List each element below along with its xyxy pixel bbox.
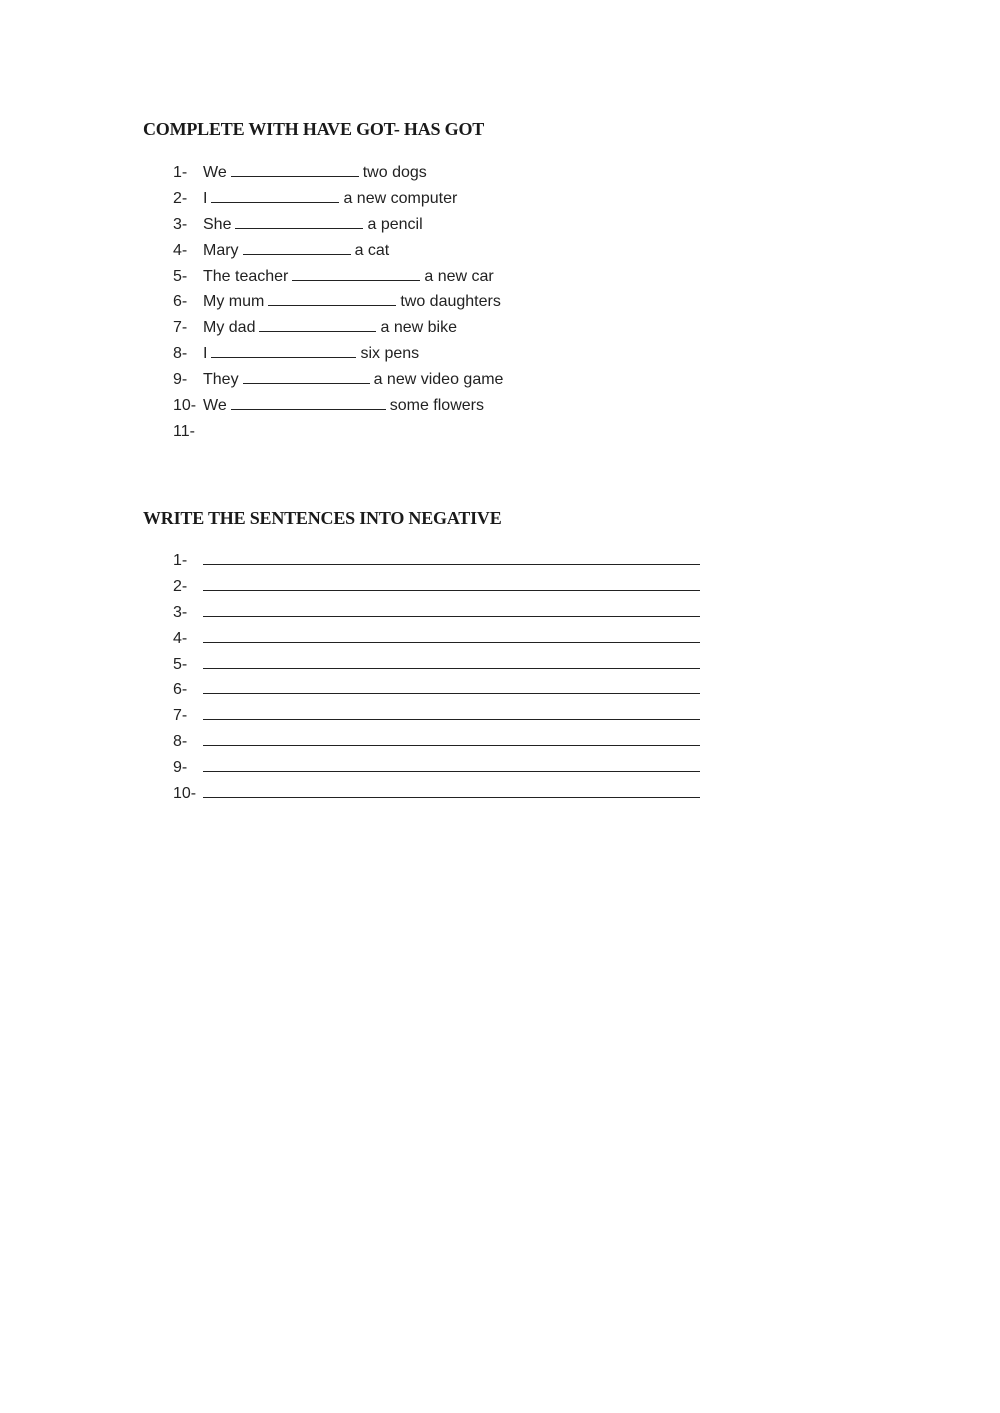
item-subject: I [203, 345, 208, 363]
item-completion: six pens [360, 345, 420, 363]
item-number: 2- [173, 189, 188, 207]
answer-line-item [173, 652, 700, 678]
item-completion: a new bike [380, 319, 457, 337]
item-number: 5- [173, 267, 188, 285]
answer-blank[interactable] [231, 395, 386, 410]
answer-line[interactable] [203, 652, 700, 669]
answer-line-item [173, 755, 700, 781]
item-completion: a new video game [373, 371, 504, 389]
item-subject: We [203, 164, 227, 181]
answer-line-item [173, 626, 700, 652]
item-number: 1- [173, 552, 188, 569]
negative-sentences-list [173, 548, 700, 807]
item-completion: a cat [354, 241, 390, 259]
answer-line-item [173, 600, 700, 626]
exercise-item [173, 341, 503, 367]
item-subject: She [203, 215, 232, 233]
item-number: 9- [173, 759, 188, 777]
answer-line-item [173, 574, 700, 600]
answer-line[interactable] [203, 729, 700, 746]
answer-line-item [173, 703, 700, 729]
item-completion: some flowers [389, 397, 484, 415]
item-subject: I [203, 189, 208, 207]
answer-line[interactable] [203, 600, 700, 617]
item-completion: two dogs [362, 164, 427, 181]
item-subject: Mary [203, 241, 239, 259]
item-completion: a pencil [367, 215, 423, 233]
answer-blank[interactable] [231, 162, 359, 177]
answer-blank[interactable] [243, 369, 370, 384]
answer-line[interactable] [203, 677, 700, 694]
item-subject: We [203, 397, 227, 415]
item-number: 6- [173, 293, 188, 311]
exercise-item [173, 186, 503, 212]
item-number: 8- [173, 345, 188, 363]
answer-line[interactable] [203, 626, 700, 643]
item-subject: They [203, 371, 239, 389]
item-number: 5- [173, 655, 188, 673]
exercise-item [173, 212, 503, 238]
answer-line-item [173, 677, 700, 703]
answer-blank[interactable] [259, 317, 376, 332]
exercise-item [173, 160, 503, 186]
answer-blank[interactable] [211, 188, 339, 203]
section-1-title: COMPLETE WITH HAVE GOT- HAS GOT [143, 119, 485, 139]
answer-line[interactable] [203, 703, 700, 720]
exercise-item [173, 419, 503, 445]
item-number: 11- [173, 422, 195, 440]
answer-blank[interactable] [243, 240, 351, 255]
item-number: 2- [173, 577, 188, 595]
answer-blank[interactable] [235, 214, 363, 229]
item-number: 4- [173, 629, 188, 647]
answer-line[interactable] [203, 574, 700, 591]
exercise-item [173, 393, 503, 419]
item-number: 6- [173, 681, 188, 699]
item-subject: My dad [203, 319, 256, 337]
item-number: 9- [173, 371, 188, 389]
section-2-title: WRITE THE SENTENCES INTO NEGATIVE [143, 508, 502, 528]
answer-blank[interactable] [268, 291, 396, 306]
item-completion: two daughters [400, 293, 501, 311]
exercise-item [173, 315, 503, 341]
item-number: 3- [173, 603, 188, 621]
item-number: 7- [173, 707, 188, 725]
item-number: 10- [173, 785, 197, 803]
answer-line-item [173, 548, 700, 574]
answer-line-item [173, 781, 700, 807]
answer-blank[interactable] [292, 266, 420, 281]
answer-line[interactable] [203, 781, 700, 798]
item-number: 1- [173, 164, 188, 181]
answer-line-item [173, 729, 700, 755]
item-number: 10- [173, 397, 197, 415]
item-subject: My mum [203, 293, 265, 311]
item-completion: a new computer [343, 189, 458, 207]
exercise-item [173, 264, 503, 290]
answer-line[interactable] [203, 548, 700, 565]
fill-in-list [173, 160, 503, 445]
item-number: 8- [173, 733, 188, 751]
answer-line[interactable] [203, 755, 700, 772]
exercise-item [173, 367, 503, 393]
answer-blank[interactable] [211, 343, 356, 358]
exercise-item [173, 289, 503, 315]
item-number: 3- [173, 215, 188, 233]
item-number: 7- [173, 319, 188, 337]
exercise-item [173, 238, 503, 264]
item-subject: The teacher [203, 267, 289, 285]
item-completion: a new car [424, 267, 494, 285]
item-number: 4- [173, 241, 188, 259]
